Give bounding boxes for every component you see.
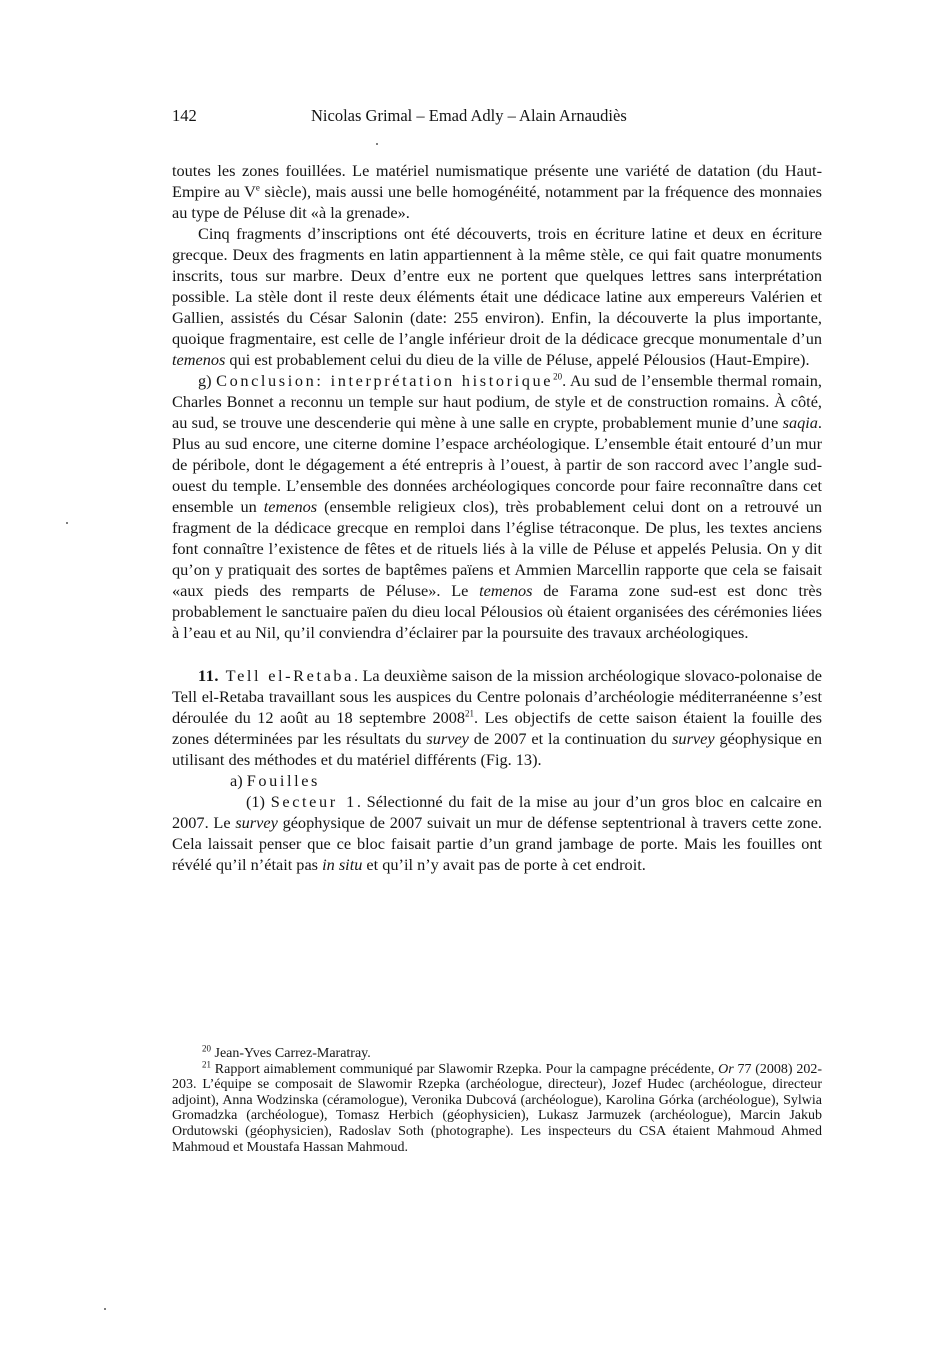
section-heading-conclusion: Conclusion: interprétation historique <box>216 371 554 390</box>
page-number: 142 <box>172 106 197 125</box>
section-heading-tell-el-retaba: Tell el-Retaba <box>218 666 354 685</box>
section-number: 11. <box>198 666 219 685</box>
paragraph-conclusion: g) Conclusion: interprétation historique$^{20}$. Au sud de l’ensemble thermal romain, Charles Bonnet a reconnu un temple sur haut podium, de style et de construction romains. À côté, au sud, se trouve une descenderie qui mène à une salle en crypte, probablement munie d’une saqia. Plus au sud encore, une citerne domine l’espace archéologique. L’ensemble était entouré d’un mur de péribole, dont le dégagement a été entrepris à l’ouest, à partir de son raccord avec l’angle sud-ouest du temple. L’ensemble des données archéologiques concorde pour faire reconnaître dans cet ensemble un temenos (ensemble religieux clos), très probablement celui dont on a retrouvé un fragment de la dédicace grecque en remploi dans l’église tétraconque. De plus, les textes anciens font connaître l’existence de fêtes et de rituels liés à la ville de Péluse et appelés Pelusia. On y dit qu’on y pratiquait des sortes de baptêmes païens et Ammien Marcellin rapporte que cela se faisait «aux pieds des remparts de Péluse». Le temenos de Farama zone sud-est est donc très probablement le sanctuaire païen du dieu local Pélousios où étaient organisées des cérémonies liées à l’eau et au Nil, qu’il conviendra d’éclairer par la poursuite des travaux archéologiques. <box>172 371 823 642</box>
main-text <box>172 160 822 875</box>
page-header <box>0 106 934 130</box>
subheading-fouilles: a) Fouilles <box>230 771 320 790</box>
paragraph-inscriptions: Cinq fragments d’inscriptions ont été découverts, trois en écriture latine et deux en écriture grecque. Deux des fragments en latin appartiennent à la même stèle, ce qui fait quatre monuments inscrits, tous sur marbre. Deux d’entre eux ne portent que quelques lettres sans interprétation possible. La stèle dont il reste deux éléments était une dédicace latine aux empereurs Valérien et Gallien, assistés du César Salonin (date: 255 environ). Enfin, la découverte la plus importante, quoique fragmentaire, est celle de l’angle inférieur droit de la dédicace grecque monumentale d’un temenos qui est probablement celui du dieu de la ville de Péluse, appelé Pélousios (Haut-Empire). <box>172 224 822 369</box>
paragraph-numismatics: toutes les zones fouillées. Le matériel numismatique présente une variété de datation (du Haut-Empire au Ve siècle), mais aussi une belle homogénéité, notamment par la fréquence des monnaies au type de Péluse dit «à la grenade». <box>172 161 822 222</box>
scan-speck <box>376 143 378 145</box>
footnote-ref-20: 20 <box>553 371 563 382</box>
footnote-20: $^{20}$ Jean-Yves Carrez-Maratray. <box>202 1043 371 1061</box>
scan-speck <box>104 1308 106 1310</box>
section-heading-secteur-1: Secteur 1 <box>270 792 357 811</box>
scan-speck <box>66 522 68 524</box>
paragraph-tell-el-retaba: 11. Tell el-Retaba. La deuxième saison de la mission archéologique slovaco-polonaise de Tell el-Retaba travaillant sous les auspices du Centre polonais d’archéologie méditerranéenne s’est déroulée du 12 août au 18 septembre 2008$^{21}$. Les objectifs de cette saison étaient la fouille des zones déterminées par les résultats du survey de 2007 et la continuation du survey géophysique en utilisant des méthodes et du matériel différents (Fig. 13). <box>172 666 823 769</box>
footnote-21: $^{21}$ Rapport aimablement communiqué par Slawomir Rzepka. Pour la campagne précédente, Or 77 (2008) 202-203. L’équipe se composait de Slawomir Rzepka (archéologue, directeur), Jozef Hudec (archéologue, directeur adjoint), Anna Wodzinska (céramologue), Veronika Dubcová (archéologue), Karolina Górka (archéologue), Sylwia Gromadzka (archéologue), Tomasz Herbich (géophysicien), Lukasz Jarmuzek (archéologue), Marcin Jakub Ordutowski (géophysicien), Radoslav Soth (photographe). Les inspecteurs du CSA étaient Mahmoud Ahmed Mahmoud et Moustafa Hassan Mahmoud. <box>172 1058 822 1155</box>
footnotes <box>172 1043 822 1155</box>
paragraph-secteur-1: (1) Secteur 1. Sélectionné du fait de la mise au jour d’un gros bloc en calcaire en 2007. Le survey géophysique de 2007 suivait un mur de défense septentrional à travers cette zone. Cela laissait penser que ce bloc faisait partie d’un grand jambage de porte. Mais les fouilles ont révélé qu’il n’était pas in situ et qu’il n’y avait pas de porte à cet endroit. <box>172 792 822 874</box>
footnote-ref-21: 21 <box>465 708 475 719</box>
running-head-authors: Nicolas Grimal – Emad Adly – Alain Arnaudiès <box>311 106 627 125</box>
